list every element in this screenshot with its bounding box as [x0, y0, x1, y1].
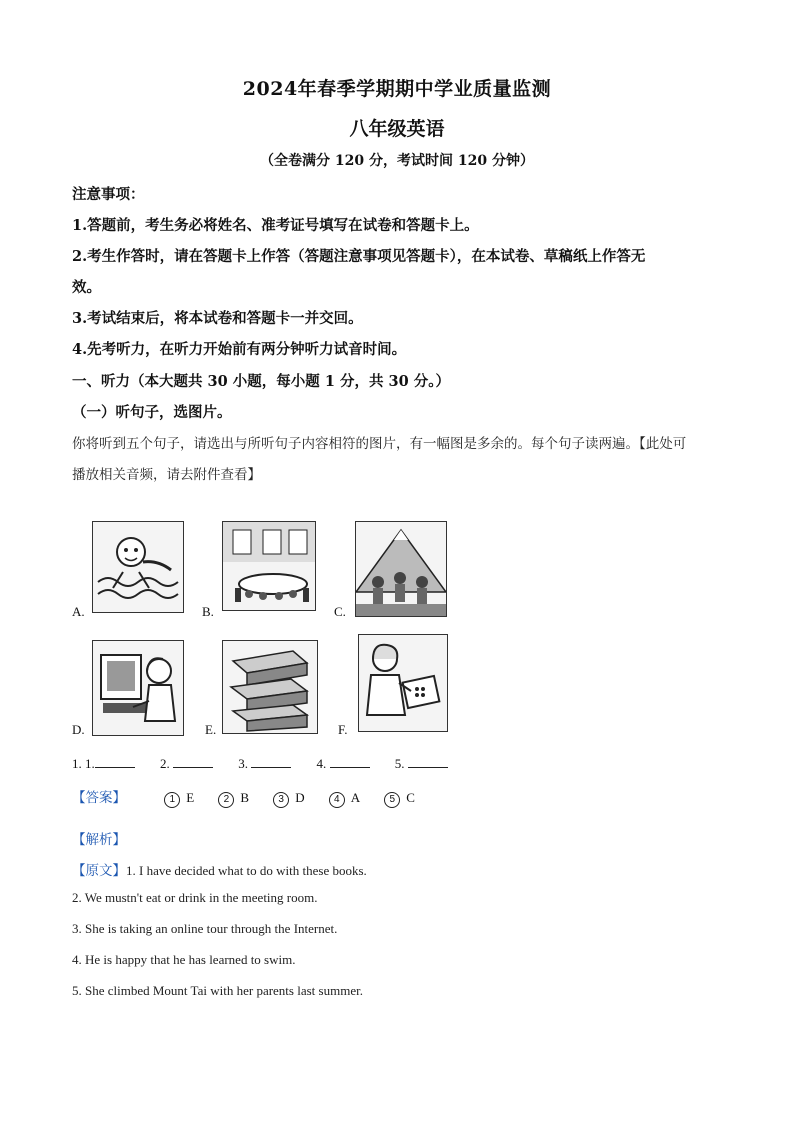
meeting-room-picture [222, 521, 316, 611]
notice-heading: 注意事项： [72, 186, 145, 203]
circled-number: 1 [164, 792, 180, 808]
analysis-tag: 【解析】 [72, 832, 126, 848]
notice-item: 1.答题前，考生务必将姓名、准考证号填写在试卷和答题卡上。 [72, 217, 479, 234]
answer-row [72, 786, 435, 808]
blank-item: 3. [238, 756, 291, 771]
circled-number: 5 [384, 792, 400, 808]
answer-item: 3 D [273, 790, 304, 808]
blank-line[interactable] [408, 757, 448, 768]
notice-item: 效。 [72, 279, 101, 296]
notice-item: 4.先考听力，在听力开始前有两分钟听力试音时间。 [72, 341, 407, 358]
blank-item: 5. [395, 756, 448, 771]
blank-item: 4. [317, 756, 370, 771]
blank-item: 2. [160, 756, 213, 771]
exam-subject: 八年级英语 [349, 118, 445, 140]
part-heading: （一）听句子，选图片。 [72, 404, 232, 421]
notice-item: 3.考试结束后，将本试卷和答题卡一并交回。 [72, 310, 363, 327]
picture-label-b: B. [202, 604, 214, 619]
picture-label-c: C. [334, 604, 346, 619]
mountain-climbers-picture [355, 521, 447, 617]
blank-line[interactable] [330, 757, 370, 768]
stacked-books-picture [222, 640, 318, 734]
transcript-line: 3. She is taking an online tour through the Internet. [72, 921, 338, 936]
circled-number: 2 [218, 792, 234, 808]
picture-label-d: D. [72, 722, 85, 737]
transcript-line: 【原文】1. I have decided what to do with these books. [72, 863, 367, 879]
instructions: 播放相关音频，请去附件查看】 [72, 467, 261, 483]
computer-user-picture [92, 640, 184, 736]
score-note: （全卷满分 120 分，考试时间 120 分钟） [260, 153, 534, 169]
blank-line[interactable] [173, 757, 213, 768]
answer-item: 1 E [164, 790, 194, 808]
answer-item: 4 A [329, 790, 360, 808]
notice-item: 2.考生作答时，请在答题卡上作答（答题注意事项见答题卡），在本试卷、草稿纸上作答无 [72, 248, 646, 265]
blank-line[interactable] [95, 757, 135, 768]
answer-blanks [72, 756, 470, 772]
instructions: 你将听到五个句子，请选出与所听句子内容相符的图片，有一幅图是多余的。每个句子读两遍。【此处可 [72, 436, 687, 452]
girl-on-phone-picture [358, 634, 448, 732]
picture-label-e: E. [205, 722, 217, 737]
circled-number: 3 [273, 792, 289, 808]
swimming-boy-picture [92, 521, 184, 613]
blank-item: 1. 1. [72, 756, 135, 771]
exam-title: 2024年春季学期期中学业质量监测 [242, 78, 552, 100]
answer-tag: 【答案】 [72, 790, 126, 806]
section-heading: 一、听力（本大题共 30 小题，每小题 1 分，共 30 分。） [72, 373, 450, 390]
circled-number: 4 [329, 792, 345, 808]
original-tag: 【原文】 [72, 863, 126, 879]
answer-item: 2 B [218, 790, 249, 808]
picture-label-a: A. [72, 604, 85, 619]
transcript-line: 4. He is happy that he has learned to swim. [72, 952, 296, 967]
blank-line[interactable] [251, 757, 291, 768]
answer-item: 5 C [384, 790, 415, 808]
transcript-line: 5. She climbed Mount Tai with her parents last summer. [72, 983, 363, 998]
picture-label-f: F. [338, 722, 348, 737]
transcript-line: 2. We mustn't eat or drink in the meeting room. [72, 890, 318, 905]
